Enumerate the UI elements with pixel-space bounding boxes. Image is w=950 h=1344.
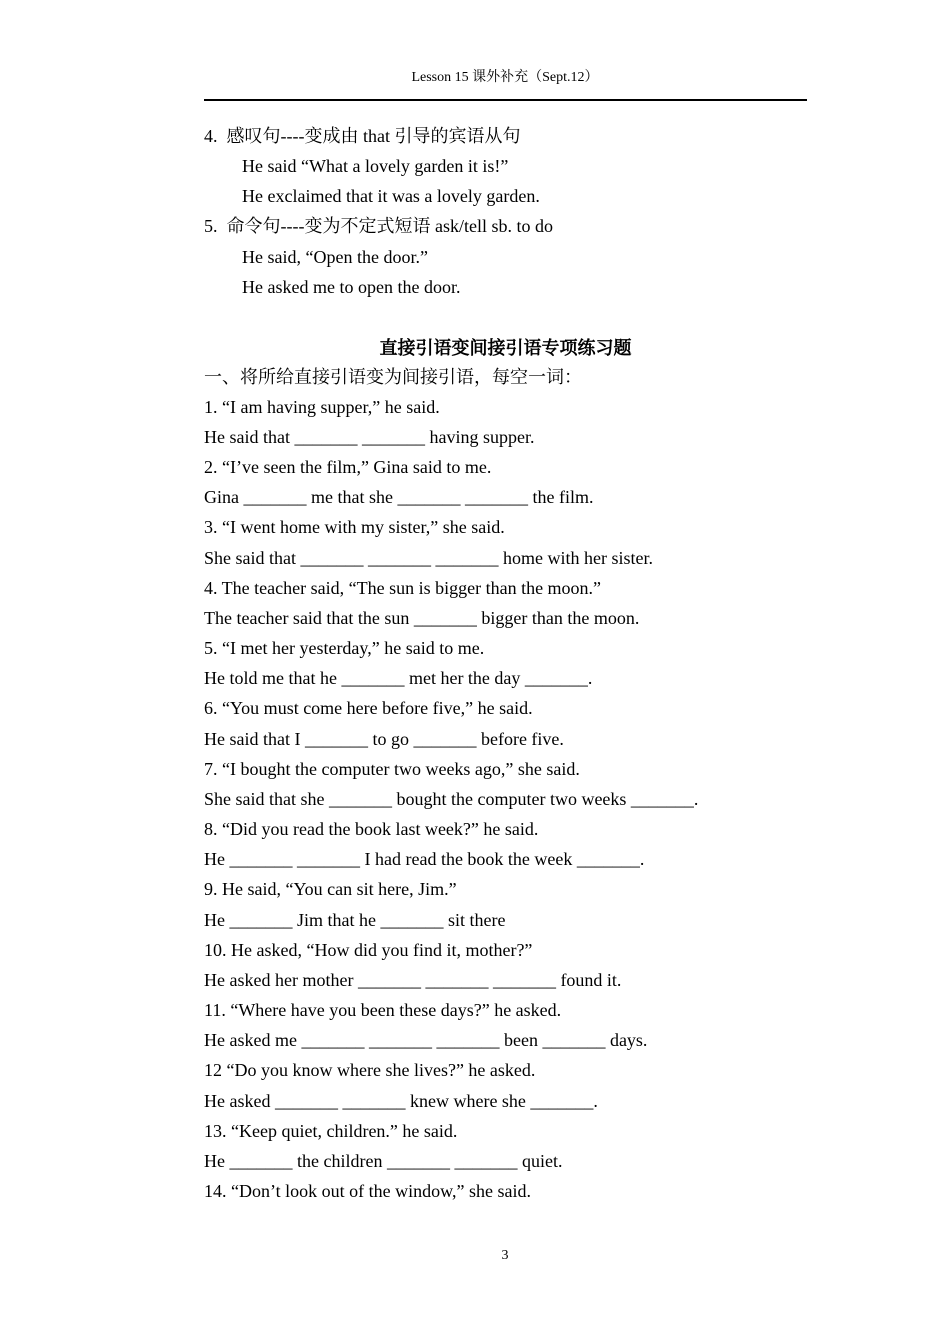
question-13: 13. “Keep quiet, children.” he said. [204,1121,458,1141]
question-4: 4. The teacher said, “The sun is bigger than the moon.” [204,578,602,598]
answer-8: He _______ _______ I had read the book the week _______. [204,849,645,869]
question-14: 14. “Don’t look out of the window,” she said. [204,1181,531,1201]
question-3: 3. “I went home with my sister,” she said. [204,517,505,537]
question-1: 1. “I am having supper,” he said. [204,397,440,417]
question-6: 6. “You must come here before five,” he said. [204,698,533,718]
question-11: 11. “Where have you been these days?” he asked. [204,1000,562,1020]
rule-5-indirect-example: He asked me to open the door. [242,277,461,297]
question-2: 2. “I’ve seen the film,” Gina said to me. [204,457,492,477]
question-10: 10. He asked, “How did you find it, mother?” [204,940,533,960]
page-header: Lesson 15 课外补充（Sept.12） [411,70,599,85]
exercise-instruction: 一、将所给直接引语变为间接引语，每空一词： [204,367,582,387]
answer-12: He asked _______ _______ knew where she _______. [204,1091,598,1111]
answer-10: He asked her mother _______ _______ _______ found it. [204,970,622,990]
rule-4-label: 4. 感叹句----变成由 that 引导的宾语从句 [204,126,521,146]
answer-1: He said that _______ _______ having supper. [204,427,535,447]
rule-5-direct-example: He said, “Open the door.” [242,247,428,267]
answer-5: He told me that he _______ met her the day _______. [204,668,593,688]
answer-11: He asked me _______ _______ _______ been _______ days. [204,1030,648,1050]
question-8: 8. “Did you read the book last week?” he said. [204,819,539,839]
question-7: 7. “I bought the computer two weeks ago,” she said. [204,759,580,779]
rule-5-label: 5. 命令句----变为不定式短语 ask/tell sb. to do [204,216,553,236]
answer-6: He said that I _______ to go _______ before five. [204,729,564,749]
rule-4-indirect-example: He exclaimed that it was a lovely garden. [242,186,540,206]
answer-9: He _______ Jim that he _______ sit there [204,910,506,930]
rule-4-direct-example: He said “What a lovely garden it is!” [242,156,509,176]
page-number: 3 [501,1248,509,1263]
question-9: 9. He said, “You can sit here, Jim.” [204,879,457,899]
question-12: 12 “Do you know where she lives?” he asked. [204,1060,536,1080]
answer-3: She said that _______ _______ _______ home with her sister. [204,548,653,568]
answer-13: He _______ the children _______ _______ quiet. [204,1151,563,1171]
answer-2: Gina _______ me that she _______ _______ the film. [204,487,594,507]
question-5: 5. “I met her yesterday,” he said to me. [204,638,485,658]
answer-4: The teacher said that the sun _______ bigger than the moon. [204,608,640,628]
exercise-title: 直接引语变间接引语专项练习题 [379,338,632,358]
header-rule [204,99,807,101]
answer-7: She said that she _______ bought the computer two weeks _______. [204,789,699,809]
